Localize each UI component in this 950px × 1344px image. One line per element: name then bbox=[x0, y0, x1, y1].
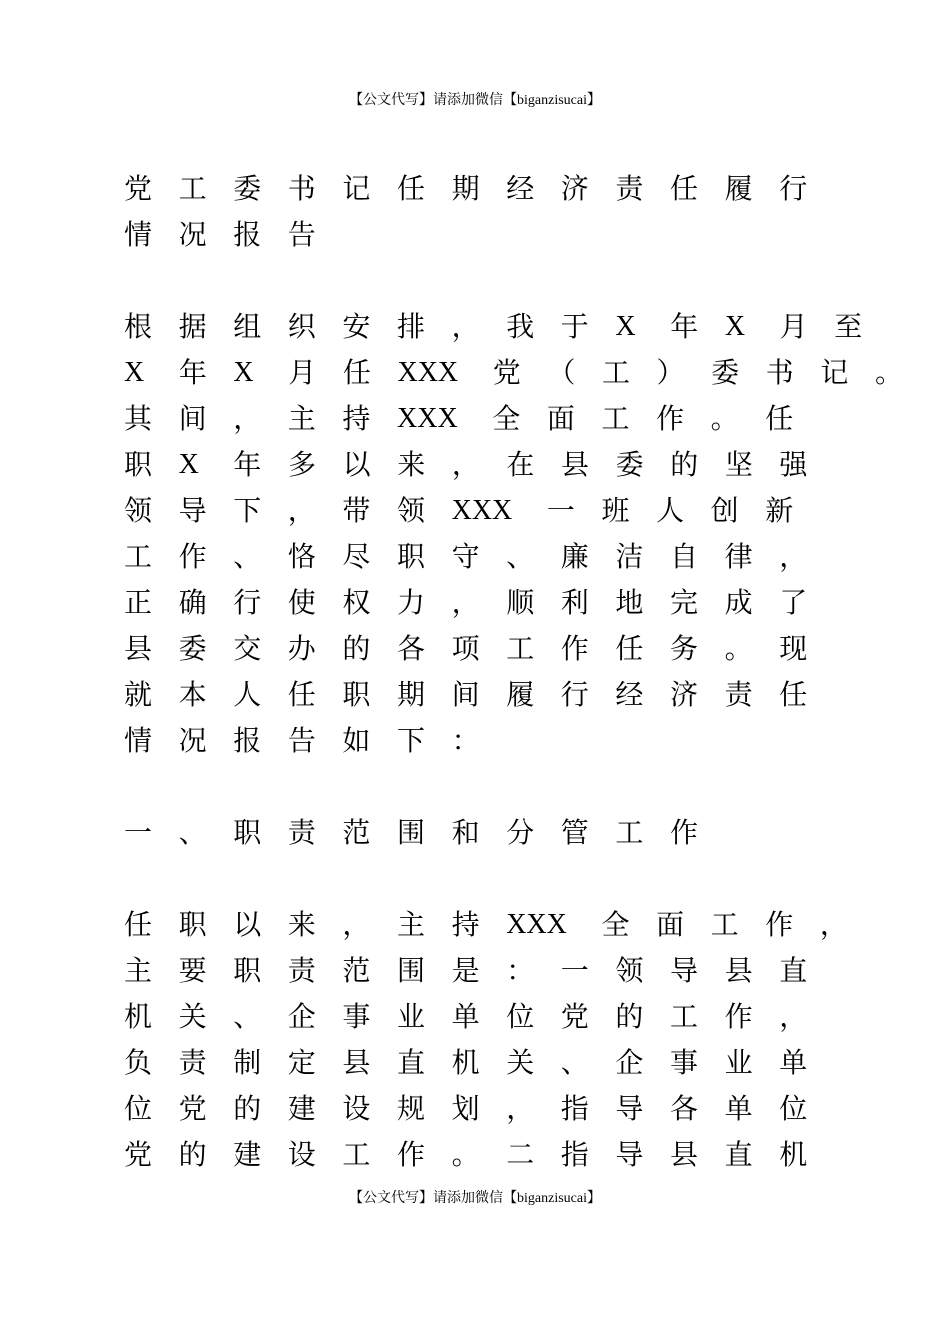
text-char: 主 bbox=[287, 402, 316, 435]
text-char: ， bbox=[451, 586, 480, 619]
text-char: 职 bbox=[124, 448, 153, 481]
text-char: 一 bbox=[124, 816, 153, 849]
text-char: 设 bbox=[342, 1092, 371, 1125]
text-char: 正 bbox=[124, 586, 153, 619]
text-char: 单 bbox=[779, 1046, 808, 1079]
text-char: 工 bbox=[178, 172, 207, 205]
document-body bbox=[124, 166, 903, 1178]
text-char: ， bbox=[779, 540, 808, 573]
text-char: 守 bbox=[451, 540, 480, 573]
latin-token: X bbox=[124, 357, 145, 388]
text-char: 情 bbox=[124, 218, 153, 251]
text-char: 持 bbox=[342, 402, 371, 435]
text-char: 、 bbox=[560, 1046, 589, 1079]
text-char: 工 bbox=[601, 402, 630, 435]
text-char: 划 bbox=[451, 1092, 480, 1125]
text-char: 记 bbox=[820, 356, 849, 389]
text-char: ， bbox=[233, 402, 262, 435]
text-char: 责 bbox=[724, 678, 753, 711]
text-char: 业 bbox=[397, 1000, 426, 1033]
text-char: 来 bbox=[397, 448, 426, 481]
text-char: 的 bbox=[233, 1092, 262, 1125]
text-char: 办 bbox=[287, 632, 316, 665]
text-char: 建 bbox=[233, 1138, 262, 1171]
text-char: 行 bbox=[233, 586, 262, 619]
text-char: 。 bbox=[724, 632, 753, 665]
text-char: 委 bbox=[711, 356, 740, 389]
text-line bbox=[124, 488, 824, 534]
page-header: 【公文代写】请添加微信【biganzisucai】 bbox=[349, 93, 601, 108]
text-char: 各 bbox=[397, 632, 426, 665]
text-char: 书 bbox=[287, 172, 316, 205]
text-char: 间 bbox=[178, 402, 207, 435]
text-char: 月 bbox=[288, 356, 317, 389]
text-char: 年 bbox=[233, 448, 262, 481]
text-char: ， bbox=[342, 908, 371, 941]
text-char: 位 bbox=[506, 1000, 535, 1033]
text-char: ： bbox=[451, 724, 480, 757]
text-char: 持 bbox=[451, 908, 480, 941]
text-char: 来 bbox=[287, 908, 316, 941]
text-char: 围 bbox=[397, 816, 426, 849]
text-char: 经 bbox=[615, 678, 644, 711]
text-char: 告 bbox=[287, 724, 316, 757]
text-char: 行 bbox=[779, 172, 808, 205]
text-char: 指 bbox=[560, 1138, 589, 1171]
text-char: （ bbox=[547, 356, 576, 389]
text-char: 管 bbox=[560, 816, 589, 849]
text-char: 工 bbox=[124, 540, 153, 573]
text-char: 机 bbox=[779, 1138, 808, 1171]
text-char: 排 bbox=[397, 310, 426, 343]
text-char: 直 bbox=[779, 954, 808, 987]
text-char: 作 bbox=[397, 1138, 426, 1171]
text-char: 成 bbox=[724, 586, 753, 619]
text-char: 的 bbox=[178, 1138, 207, 1171]
text-char: 工 bbox=[601, 356, 630, 389]
text-char: 间 bbox=[451, 678, 480, 711]
text-char: 县 bbox=[124, 632, 153, 665]
text-char: 领 bbox=[615, 954, 644, 987]
text-line bbox=[124, 902, 848, 948]
page-footer: 【公文代写】请添加微信【biganzisucai】 bbox=[349, 1191, 601, 1206]
text-char: 职 bbox=[233, 816, 262, 849]
text-char: 事 bbox=[342, 1000, 371, 1033]
text-char: 确 bbox=[178, 586, 207, 619]
text-line bbox=[124, 1132, 824, 1178]
text-char: 强 bbox=[779, 448, 808, 481]
text-char: 围 bbox=[397, 954, 426, 987]
text-char: 导 bbox=[670, 954, 699, 987]
text-char: 根 bbox=[124, 310, 153, 343]
text-char: 况 bbox=[178, 218, 207, 251]
text-char: 制 bbox=[233, 1046, 262, 1079]
text-char: 任 bbox=[779, 678, 808, 711]
text-char: 分 bbox=[506, 816, 535, 849]
latin-token: XXX bbox=[506, 909, 567, 940]
text-char: 况 bbox=[178, 724, 207, 757]
text-line bbox=[124, 626, 824, 672]
text-char: 定 bbox=[287, 1046, 316, 1079]
text-char: 在 bbox=[506, 448, 535, 481]
text-char: 完 bbox=[670, 586, 699, 619]
text-char: 党 bbox=[124, 172, 153, 205]
section-paragraph bbox=[124, 902, 848, 1178]
text-char: 如 bbox=[342, 724, 371, 757]
text-char: 领 bbox=[124, 494, 153, 527]
text-char: 情 bbox=[124, 724, 153, 757]
text-char: 尽 bbox=[342, 540, 371, 573]
text-char: 安 bbox=[342, 310, 371, 343]
text-char: 任 bbox=[615, 632, 644, 665]
text-char: 就 bbox=[124, 678, 153, 711]
text-line bbox=[124, 1040, 824, 1086]
text-char: 、 bbox=[178, 816, 207, 849]
text-char: 建 bbox=[287, 1092, 316, 1125]
text-char: 了 bbox=[779, 586, 808, 619]
text-char: 范 bbox=[342, 816, 371, 849]
text-char: 职 bbox=[397, 540, 426, 573]
text-char: 履 bbox=[724, 172, 753, 205]
text-char: 交 bbox=[233, 632, 262, 665]
text-char: 坚 bbox=[724, 448, 753, 481]
text-char: 期 bbox=[451, 172, 480, 205]
text-char: 务 bbox=[670, 632, 699, 665]
section-heading bbox=[124, 810, 824, 856]
text-char: 以 bbox=[233, 908, 262, 941]
text-char: 县 bbox=[724, 954, 753, 987]
text-char: ， bbox=[451, 310, 480, 343]
text-char: 业 bbox=[724, 1046, 753, 1079]
text-char: 职 bbox=[233, 954, 262, 987]
text-char: 班 bbox=[601, 494, 630, 527]
text-char: 我 bbox=[506, 310, 535, 343]
text-char: 全 bbox=[492, 402, 521, 435]
text-char: 济 bbox=[560, 172, 589, 205]
text-char: 县 bbox=[670, 1138, 699, 1171]
text-char: 关 bbox=[178, 1000, 207, 1033]
text-char: 单 bbox=[724, 1092, 753, 1125]
text-char: 要 bbox=[178, 954, 207, 987]
text-char: 作 bbox=[670, 816, 699, 849]
text-char: 范 bbox=[342, 954, 371, 987]
text-char: 利 bbox=[560, 586, 589, 619]
text-char: 以 bbox=[342, 448, 371, 481]
text-char: 县 bbox=[342, 1046, 371, 1079]
latin-token: X bbox=[724, 311, 746, 342]
text-char: 廉 bbox=[560, 540, 589, 573]
text-char: 本 bbox=[178, 678, 207, 711]
text-char: 企 bbox=[615, 1046, 644, 1079]
text-char: 年 bbox=[670, 310, 699, 343]
latin-token: XXX bbox=[397, 357, 459, 388]
text-char: 任 bbox=[342, 356, 371, 389]
text-char: 委 bbox=[233, 172, 262, 205]
text-char: 机 bbox=[451, 1046, 480, 1079]
text-char: 济 bbox=[670, 678, 699, 711]
text-char: 和 bbox=[451, 816, 480, 849]
title-line bbox=[124, 212, 824, 258]
text-char: 指 bbox=[560, 1092, 589, 1125]
text-line bbox=[124, 350, 903, 396]
text-char: 、 bbox=[233, 1000, 262, 1033]
text-char: 任 bbox=[397, 172, 426, 205]
text-line bbox=[124, 442, 824, 488]
text-char: 责 bbox=[178, 1046, 207, 1079]
text-char: 经 bbox=[506, 172, 535, 205]
text-char: 导 bbox=[615, 1092, 644, 1125]
text-char: 主 bbox=[124, 954, 153, 987]
text-char: 记 bbox=[342, 172, 371, 205]
text-char: 一 bbox=[546, 494, 575, 527]
text-char: 现 bbox=[779, 632, 808, 665]
text-char: 县 bbox=[561, 448, 590, 481]
text-char: 单 bbox=[451, 1000, 480, 1033]
text-char: 其 bbox=[124, 402, 153, 435]
text-char: 多 bbox=[288, 448, 317, 481]
text-char: 顺 bbox=[506, 586, 535, 619]
latin-token: X bbox=[178, 449, 199, 480]
text-char: 新 bbox=[765, 494, 794, 527]
text-char: 党 bbox=[560, 1000, 589, 1033]
text-char: 作 bbox=[765, 908, 794, 941]
text-line bbox=[124, 396, 824, 442]
text-char: 面 bbox=[656, 908, 685, 941]
text-char: 地 bbox=[615, 586, 644, 619]
text-char: 责 bbox=[287, 954, 316, 987]
text-char: 导 bbox=[178, 494, 207, 527]
text-char: 下 bbox=[233, 494, 262, 527]
text-char: 期 bbox=[397, 678, 426, 711]
text-char: 的 bbox=[670, 448, 699, 481]
text-char: 任 bbox=[287, 678, 316, 711]
text-char: 导 bbox=[615, 1138, 644, 1171]
text-char: 下 bbox=[397, 724, 426, 757]
text-char: 直 bbox=[397, 1046, 426, 1079]
text-line bbox=[124, 718, 824, 764]
text-char: 的 bbox=[342, 632, 371, 665]
text-char: 。 bbox=[451, 1138, 480, 1171]
text-char: 工 bbox=[342, 1138, 371, 1171]
text-char: 主 bbox=[397, 908, 426, 941]
text-char: ： bbox=[506, 954, 535, 987]
text-char: 是 bbox=[451, 954, 480, 987]
text-char: 力 bbox=[397, 586, 426, 619]
text-char: 作 bbox=[560, 632, 589, 665]
text-line bbox=[124, 994, 824, 1040]
text-char: 责 bbox=[615, 172, 644, 205]
text-char: 工 bbox=[670, 1000, 699, 1033]
text-line bbox=[124, 948, 824, 994]
text-char: 位 bbox=[779, 1092, 808, 1125]
text-char: 职 bbox=[178, 908, 207, 941]
text-char: 报 bbox=[233, 218, 262, 251]
text-line bbox=[124, 304, 863, 350]
text-char: 全 bbox=[601, 908, 630, 941]
text-char: ， bbox=[819, 908, 848, 941]
text-line bbox=[124, 534, 824, 580]
text-char: 书 bbox=[765, 356, 794, 389]
text-char: ， bbox=[451, 448, 480, 481]
text-line bbox=[124, 1086, 824, 1132]
text-char: 带 bbox=[342, 494, 371, 527]
text-char: 织 bbox=[287, 310, 316, 343]
text-char: 使 bbox=[287, 586, 316, 619]
text-char: 事 bbox=[670, 1046, 699, 1079]
latin-token: XXX bbox=[451, 495, 513, 526]
text-char: 恪 bbox=[287, 540, 316, 573]
text-char: 工 bbox=[710, 908, 739, 941]
text-char: 人 bbox=[656, 494, 685, 527]
text-char: 行 bbox=[560, 678, 589, 711]
text-char: 创 bbox=[710, 494, 739, 527]
document-title bbox=[124, 166, 824, 258]
text-char: 各 bbox=[670, 1092, 699, 1125]
text-char: 位 bbox=[124, 1092, 153, 1125]
text-char: ， bbox=[779, 1000, 808, 1033]
text-char: 权 bbox=[342, 586, 371, 619]
text-char: ， bbox=[287, 494, 316, 527]
text-char: 机 bbox=[124, 1000, 153, 1033]
text-char: 作 bbox=[724, 1000, 753, 1033]
text-char: ） bbox=[656, 356, 685, 389]
text-char: 企 bbox=[287, 1000, 316, 1033]
text-char: 关 bbox=[506, 1046, 535, 1079]
text-char: 洁 bbox=[615, 540, 644, 573]
latin-token: X bbox=[233, 357, 254, 388]
text-char: 。 bbox=[710, 402, 739, 435]
text-char: 作 bbox=[178, 540, 207, 573]
text-char: 党 bbox=[178, 1092, 207, 1125]
text-char: 委 bbox=[615, 448, 644, 481]
text-char: 面 bbox=[546, 402, 575, 435]
latin-token: XXX bbox=[397, 403, 458, 434]
text-char: 据 bbox=[178, 310, 207, 343]
text-char: 告 bbox=[287, 218, 316, 251]
text-char: 责 bbox=[287, 816, 316, 849]
latin-token: X bbox=[615, 311, 636, 342]
text-char: 作 bbox=[656, 402, 685, 435]
text-char: 负 bbox=[124, 1046, 153, 1079]
text-char: 职 bbox=[342, 678, 371, 711]
text-char: 。 bbox=[874, 356, 903, 389]
text-line bbox=[124, 580, 824, 626]
text-char: 委 bbox=[178, 632, 207, 665]
text-char: 履 bbox=[506, 678, 535, 711]
text-char: 直 bbox=[724, 1138, 753, 1171]
text-char: 党 bbox=[492, 356, 521, 389]
text-char: 党 bbox=[124, 1138, 153, 1171]
text-char: 规 bbox=[397, 1092, 426, 1125]
text-line bbox=[124, 672, 824, 718]
text-char: 于 bbox=[560, 310, 589, 343]
text-char: 、 bbox=[506, 540, 535, 573]
text-char: 一 bbox=[560, 954, 589, 987]
text-char: ， bbox=[506, 1092, 535, 1125]
intro-paragraph bbox=[124, 304, 903, 764]
text-char: 自 bbox=[670, 540, 699, 573]
text-char: 任 bbox=[765, 402, 794, 435]
text-char: 工 bbox=[506, 632, 535, 665]
text-char: 设 bbox=[287, 1138, 316, 1171]
text-char: 年 bbox=[178, 356, 207, 389]
text-char: 组 bbox=[233, 310, 262, 343]
text-char: 的 bbox=[615, 1000, 644, 1033]
text-char: 、 bbox=[233, 540, 262, 573]
text-char: 月 bbox=[779, 310, 808, 343]
text-char: 二 bbox=[506, 1138, 535, 1171]
text-char: 项 bbox=[451, 632, 480, 665]
text-char: 任 bbox=[670, 172, 699, 205]
text-char: 工 bbox=[615, 816, 644, 849]
text-char: 任 bbox=[124, 908, 153, 941]
text-char: 至 bbox=[834, 310, 863, 343]
text-char: 领 bbox=[397, 494, 426, 527]
text-char: 人 bbox=[233, 678, 262, 711]
title-line bbox=[124, 166, 824, 212]
text-char: 律 bbox=[724, 540, 753, 573]
text-char: 报 bbox=[233, 724, 262, 757]
